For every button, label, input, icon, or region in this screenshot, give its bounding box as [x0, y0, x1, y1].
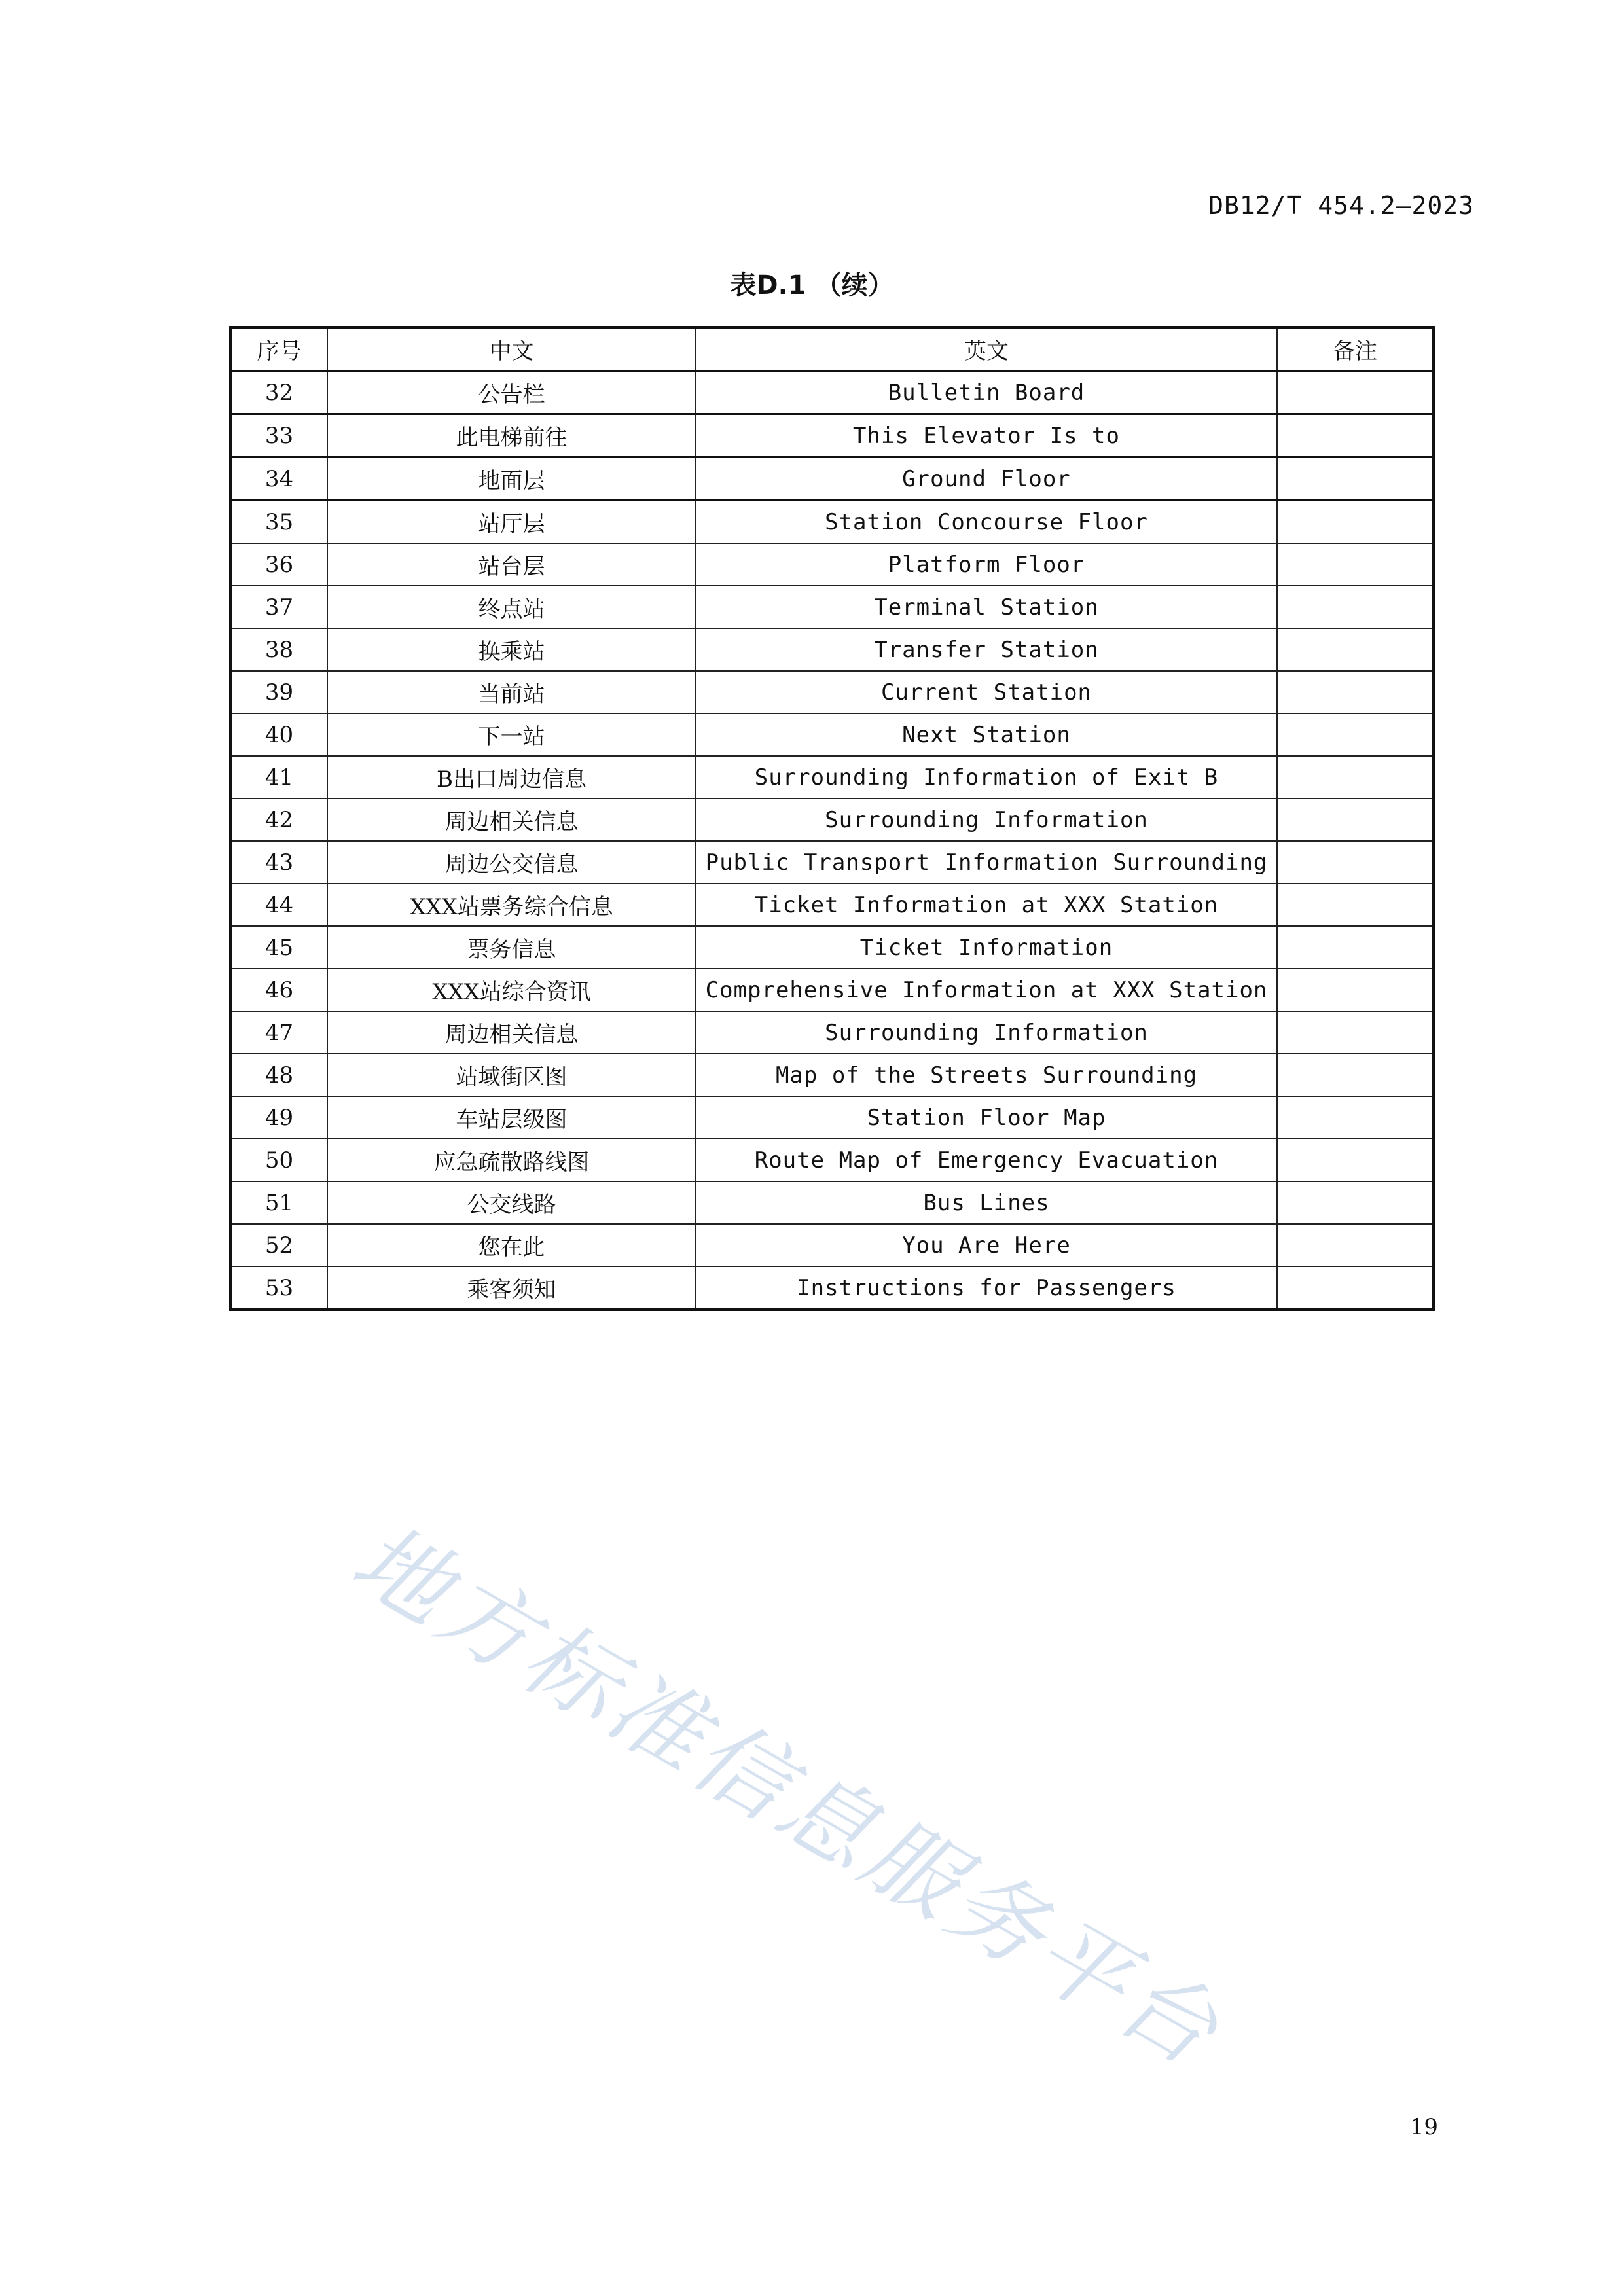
header-chinese: 中文	[327, 327, 696, 371]
row-chinese-cell: 站域街区图	[327, 1054, 696, 1096]
row-english-cell: Ticket Information	[696, 926, 1277, 969]
row-remarks-cell	[1277, 926, 1434, 969]
table-row	[230, 501, 1434, 544]
row-chinese-cell: 应急疏散路线图	[327, 1139, 696, 1181]
row-english-cell: Ground Floor	[696, 457, 1277, 501]
row-chinese-cell: 车站层级图	[327, 1096, 696, 1139]
row-number-cell: 47	[230, 1011, 327, 1054]
row-number-cell: 48	[230, 1054, 327, 1096]
table-row	[230, 713, 1434, 756]
row-english-cell: This Elevator Is to	[696, 414, 1277, 457]
row-remarks-cell	[1277, 713, 1434, 756]
row-english-cell: Instructions for Passengers	[696, 1266, 1277, 1310]
row-english-cell: Surrounding Information of Exit B	[696, 756, 1277, 798]
row-remarks-cell	[1277, 756, 1434, 798]
row-remarks-cell	[1277, 1266, 1434, 1310]
table-row	[230, 1054, 1434, 1096]
table-row	[230, 1266, 1434, 1310]
terminology-table	[229, 326, 1435, 1311]
table-row	[230, 586, 1434, 628]
row-number-cell: 46	[230, 969, 327, 1011]
row-remarks-cell	[1277, 628, 1434, 671]
table-row	[230, 1224, 1434, 1266]
table-row	[230, 457, 1434, 501]
table-row	[230, 628, 1434, 671]
row-english-cell: You Are Here	[696, 1224, 1277, 1266]
row-remarks-cell	[1277, 543, 1434, 586]
row-remarks-cell	[1277, 798, 1434, 841]
document-code: DB12/T 454.2—2023	[1208, 191, 1474, 220]
row-number-cell: 52	[230, 1224, 327, 1266]
table-row	[230, 1139, 1434, 1181]
row-number-cell: 39	[230, 671, 327, 713]
row-chinese-cell: 站厅层	[327, 501, 696, 544]
header-number: 序号	[230, 327, 327, 371]
header-remarks: 备注	[1277, 327, 1434, 371]
row-chinese-cell: 地面层	[327, 457, 696, 501]
table-row	[230, 671, 1434, 713]
row-number-cell: 40	[230, 713, 327, 756]
row-chinese-cell: 此电梯前往	[327, 414, 696, 457]
row-remarks-cell	[1277, 1139, 1434, 1181]
table-row	[230, 543, 1434, 586]
row-english-cell: Ticket Information at XXX Station	[696, 884, 1277, 926]
row-chinese-cell: 站台层	[327, 543, 696, 586]
row-english-cell: Current Station	[696, 671, 1277, 713]
table-row	[230, 1011, 1434, 1054]
row-chinese-cell: 当前站	[327, 671, 696, 713]
header-english: 英文	[696, 327, 1277, 371]
table-row	[230, 798, 1434, 841]
table-row	[230, 884, 1434, 926]
row-english-cell: Next Station	[696, 713, 1277, 756]
row-remarks-cell	[1277, 1096, 1434, 1139]
row-remarks-cell	[1277, 841, 1434, 884]
row-chinese-cell: 换乘站	[327, 628, 696, 671]
row-english-cell: Surrounding Information	[696, 1011, 1277, 1054]
row-english-cell: Surrounding Information	[696, 798, 1277, 841]
table-caption: 表D.1 （续）	[730, 270, 894, 300]
row-chinese-cell: XXX站票务综合信息	[327, 884, 696, 926]
row-number-cell: 33	[230, 414, 327, 457]
row-number-cell: 50	[230, 1139, 327, 1181]
row-english-cell: Public Transport Information Surrounding	[696, 841, 1277, 884]
table-header-row	[230, 327, 1434, 371]
row-english-cell: Transfer Station	[696, 628, 1277, 671]
row-chinese-cell: 票务信息	[327, 926, 696, 969]
row-chinese-cell: 乘客须知	[327, 1266, 696, 1310]
row-number-cell: 53	[230, 1266, 327, 1310]
row-chinese-cell: 您在此	[327, 1224, 696, 1266]
row-remarks-cell	[1277, 969, 1434, 1011]
row-number-cell: 35	[230, 501, 327, 544]
row-number-cell: 34	[230, 457, 327, 501]
row-english-cell: Platform Floor	[696, 543, 1277, 586]
row-number-cell: 45	[230, 926, 327, 969]
table-body	[230, 371, 1434, 1310]
row-remarks-cell	[1277, 1054, 1434, 1096]
table-row	[230, 969, 1434, 1011]
row-remarks-cell	[1277, 414, 1434, 457]
table-row	[230, 926, 1434, 969]
row-remarks-cell	[1277, 501, 1434, 544]
row-number-cell: 49	[230, 1096, 327, 1139]
row-english-cell: Map of the Streets Surrounding	[696, 1054, 1277, 1096]
row-number-cell: 32	[230, 371, 327, 414]
watermark: 地方标准信息服务平台	[334, 1503, 1240, 2089]
row-number-cell: 51	[230, 1181, 327, 1224]
row-chinese-cell: B出口周边信息	[327, 756, 696, 798]
row-number-cell: 44	[230, 884, 327, 926]
row-english-cell: Station Floor Map	[696, 1096, 1277, 1139]
row-chinese-cell: 周边相关信息	[327, 798, 696, 841]
row-remarks-cell	[1277, 1181, 1434, 1224]
row-english-cell: Route Map of Emergency Evacuation	[696, 1139, 1277, 1181]
row-chinese-cell: 公交线路	[327, 1181, 696, 1224]
row-chinese-cell: 周边相关信息	[327, 1011, 696, 1054]
row-remarks-cell	[1277, 671, 1434, 713]
table-row	[230, 414, 1434, 457]
table-row	[230, 371, 1434, 414]
row-english-cell: Comprehensive Information at XXX Station	[696, 969, 1277, 1011]
row-english-cell: Bus Lines	[696, 1181, 1277, 1224]
row-chinese-cell: 终点站	[327, 586, 696, 628]
row-number-cell: 43	[230, 841, 327, 884]
row-chinese-cell: XXX站综合资讯	[327, 969, 696, 1011]
row-english-cell: Terminal Station	[696, 586, 1277, 628]
row-number-cell: 36	[230, 543, 327, 586]
row-english-cell: Station Concourse Floor	[696, 501, 1277, 544]
row-english-cell: Bulletin Board	[696, 371, 1277, 414]
row-number-cell: 38	[230, 628, 327, 671]
row-number-cell: 37	[230, 586, 327, 628]
row-number-cell: 41	[230, 756, 327, 798]
row-remarks-cell	[1277, 884, 1434, 926]
row-remarks-cell	[1277, 1224, 1434, 1266]
row-chinese-cell: 周边公交信息	[327, 841, 696, 884]
table-row	[230, 841, 1434, 884]
row-remarks-cell	[1277, 1011, 1434, 1054]
row-remarks-cell	[1277, 586, 1434, 628]
table-row	[230, 756, 1434, 798]
table-row	[230, 1096, 1434, 1139]
row-number-cell: 42	[230, 798, 327, 841]
row-chinese-cell: 下一站	[327, 713, 696, 756]
row-chinese-cell: 公告栏	[327, 371, 696, 414]
page-number: 19	[1409, 2114, 1438, 2140]
row-remarks-cell	[1277, 457, 1434, 501]
table-row	[230, 1181, 1434, 1224]
row-remarks-cell	[1277, 371, 1434, 414]
